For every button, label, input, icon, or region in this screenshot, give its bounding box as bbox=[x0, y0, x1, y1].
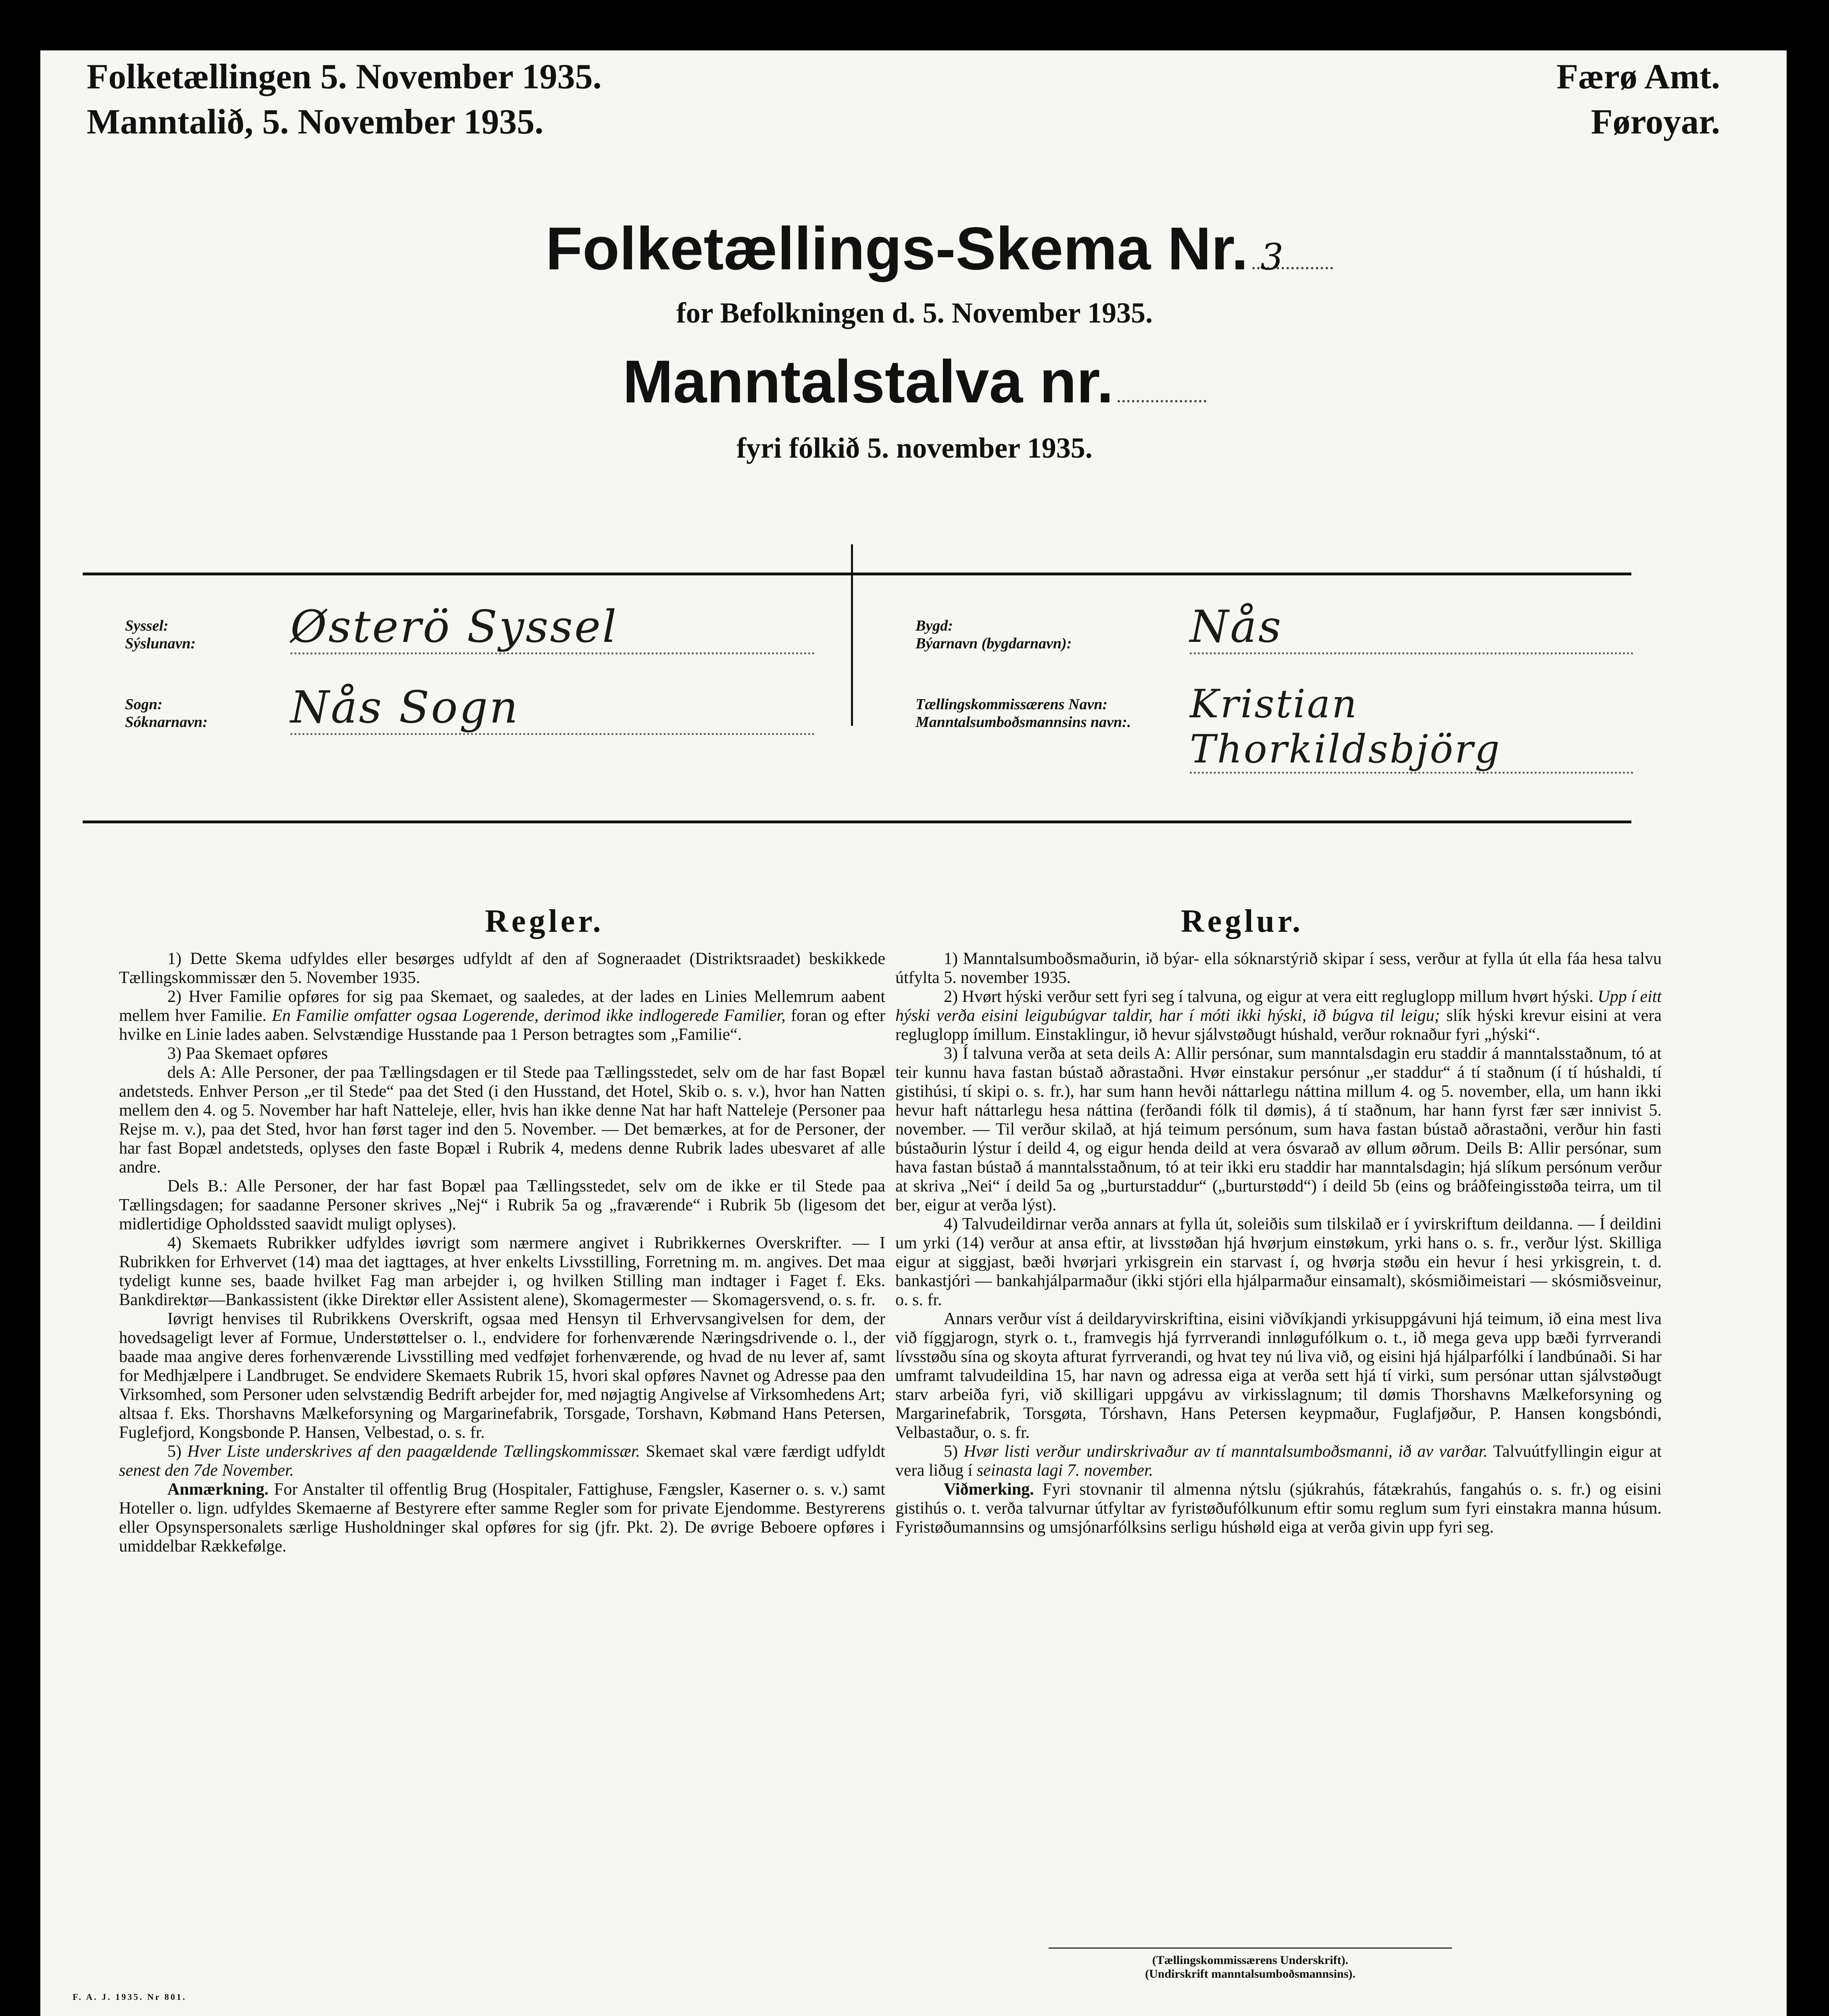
form-title-da bbox=[0, 214, 1829, 283]
syssel-label-fo: Sýslunavn: bbox=[125, 635, 196, 652]
rule-da-4: 4) Skemaets Rubrikker udfyldes iøvrigt som nærmere angivet i Rubrikkernes Overskrifter. — I Rubrikken for Erhvervet (14) maa det iagttages, at hver enkelts Livsstilling, Forretning m. m. angives. Det maa tydeligt kunne ses, baade hvilket Fag man arbejder i, og hvilken Stilling man indtager i Faget f. Eks. Bankdirektør—Bankassistent (ikke Direktør eller Assistent alene), Skomagermester — Skomagersvend, o. s. fr. bbox=[119, 1234, 885, 1309]
rule-fo-1: 1) Manntalsumboðsmaðurin, ið býar- ella sóknarstýrið skipar í sess, verður at fylla út ella fáa hesa talvu útfylta 5. november 1935. bbox=[895, 950, 1662, 987]
header-right bbox=[1556, 54, 1720, 145]
rule-fo-5 bbox=[895, 1442, 1662, 1480]
rule-fo-note-text: Fyri stovnanir til almenna nýtslu (sjúkrahús, fátækrahús, fangahús o. s. fr.) og eisini gistihús o. t. verða talvurnar útfyltar av fyristøðufólkunum eftir somu reglum sum fyri einstakra manna húsum. Fyristøðumannsins og umsjónarfólksins serligu húshøld eiga at verða givin upp fyri seg. bbox=[895, 1480, 1662, 1537]
syssel-label-da: Syssel: bbox=[125, 617, 169, 634]
header-amt: Færø Amt. bbox=[1556, 57, 1720, 96]
header-foroyar: Føroyar. bbox=[1591, 102, 1720, 142]
rule-fo-5d: seinasta lagi 7. november. bbox=[976, 1461, 1153, 1480]
rule-fo-5c: Talvuútfyllingin eigur at vera liðug í bbox=[895, 1442, 1662, 1480]
rule-da-note-label: Anmærkning. bbox=[167, 1480, 269, 1499]
header-left bbox=[87, 54, 602, 145]
header-census-da: Folketællingen 5. November 1935. bbox=[87, 57, 602, 96]
form-number-line-fo bbox=[1118, 400, 1206, 402]
signature-caption bbox=[1069, 1954, 1432, 1981]
rule-fo-4: 4) Talvudeildirnar verða annars at fylla út, soleiðis sum tilskilað er í yvirskriftum deildanna. — Í deildini um yrki (14) verður at ansa eftir, at livsstøðan hjá hvørjum einstøkum, yrki hans o. s. fr., verður lýst. Skilliga eigur at siggjast, bæði hvørjari yrkisgrein ein starvast í, og hvørja støðu ein hevur í hesi yrkisgrein, t. d. bankastjóri — bankahjálparmaður (ikki stjóri ella hjálparmaður einsamalt), skósmiðimeistari — skósmiðsveinur, o. s. fr. bbox=[895, 1215, 1662, 1309]
rules-column-da bbox=[119, 950, 885, 1556]
rule-fo-5a: 5) bbox=[944, 1442, 958, 1461]
bygd-label-fo: Býarnavn (bygdarnavn): bbox=[916, 635, 1072, 652]
signature-line bbox=[1049, 1947, 1452, 1949]
rule-top bbox=[83, 573, 1631, 575]
kommissaer-label-fo: Manntalsumboðsmannsins navn:. bbox=[916, 714, 1131, 731]
sogn-label bbox=[125, 696, 208, 731]
form-title-fo-text: Manntalstalva nr. bbox=[622, 348, 1114, 415]
rule-da-2 bbox=[119, 987, 885, 1044]
rule-bottom bbox=[83, 821, 1631, 823]
bygd-label bbox=[916, 617, 1072, 652]
rule-da-2c: foran og efter hvilke en Linie lades aaben. Selvstændige Husstande paa 1 Person betragtes som „Familie“. bbox=[119, 1006, 885, 1044]
rules-heading-da: Regler. bbox=[485, 904, 604, 939]
bygd-label-da: Bygd: bbox=[916, 617, 953, 634]
form-title-text: Folketællings-Skema Nr. bbox=[545, 215, 1248, 282]
syssel-label bbox=[125, 617, 196, 652]
rule-fo-5b: Hvør listi verður undirskrivaður av tí manntalsumboðsmanni, ið av varðar. bbox=[964, 1442, 1488, 1461]
sogn-label-da: Sogn: bbox=[125, 696, 163, 713]
form-title-fo bbox=[0, 347, 1829, 417]
sogn-value: Nås Sogn bbox=[290, 681, 815, 735]
rule-da-note bbox=[119, 1480, 885, 1556]
rule-fo-3: 3) Í talvuna verða at seta deils A: Allir persónar, sum manntalsdagin eru staddir á manntalsstaðnum, tó at teir kunnu hava fastan bústað aðrastaðni. Hvør einstakur persónur „er staddur“ á tí staðnum (í tí húshaldi, tí gistihúsi, tí skipi o. s. fr.), har sum hann hevði náttarlegu náttina millum 4. og 5. november, ella, um hann ikki hevur haft náttarlegu hesa náttina (ferðandi fólk til dømis), á tí staðnum, har hann fyrst fær sær innivist 5. november. — Til verður skilað, at hjá teimum persónum, sum hava fastan bústað aðrastaðni, verður hin fasti bústaðurin lýstur í deild 4, og eigur henda deild at vera ósvarað av øllum øðrum. Deils B: Allir persónar, sum hava fastan bústað á manntalsstaðnum, tó at teir ikki eru staddir har manntalsdagin; hjá slíkum persónum verður at skriva „Nei“ í deild 5a og „burturstaddur“ („burturstødd“) í deild 5b (eins og bráðfeingisstøða teirra, um til ber, eigur at verða lýst). bbox=[895, 1044, 1662, 1214]
rule-da-2b: En Familie omfatter ogsaa Logerende, derimod ikke indlogerede Familier, bbox=[272, 1006, 786, 1025]
header-census-fo: Manntalið, 5. November 1935. bbox=[87, 102, 544, 142]
rules-heading-fo: Reglur. bbox=[1180, 904, 1304, 939]
rule-fo-2b: Upp í eitt hýski verða eisini leigubúgvar taldir, har í móti ikki hýski, ið búgva til leigu; bbox=[895, 987, 1662, 1025]
signature-caption-fo: (Undirskrift manntalsumboðsmannsins). bbox=[1145, 1967, 1356, 1981]
rule-da-1: 1) Dette Skema udfyldes eller besørges udfyldt af den af Sogneraadet (Distriktsraadet) beskikkede Tællingskommissær den 5. November 1935. bbox=[119, 950, 885, 987]
rule-da-2a: 2) Hver Familie opføres for sig paa Skemaet, og saaledes, at der lades en Linies Mellemrum aabent mellem hver Familie. bbox=[119, 987, 885, 1025]
rules-column-fo bbox=[895, 950, 1662, 1537]
rule-fo-2a: 2) Hvørt hýski verður sett fyri seg í talvuna, og eigur at vera eitt regluglopp millum hvørt hýski. bbox=[944, 987, 1593, 1006]
rule-fo-4b: Annars verður víst á deildaryvirskriftina, eisini viðvíkjandi yrkisuppgávuni hjá teimum, ið eina mest liva við fíggjarogn, styrk o. t., framvegis hjá fyrrverandi innløgufólkum o. t., ið mega geva upp bæði fyrrverandi lívsstøðu sína og skoyta afturat fyrrverandi, og hvat tey nú liva við, og eisini hjá hjálparfólki í landbúnaði. Si har umframt talvudeildina 15, har navn og adressa eiga at verða sett hjá tí virki, sum persónar uttan sjálvstøðugt starv arbeiða fyri, við skilligari uppgávu av virkisslagnum; til dømis Thorshavns Mælkeforsyning og Margarinefabrik, Torsgøta, Tórshavn, Hans Petersen keypmaður, Fuglafjøður, P. Hansen kongsbóndi, Velbastaður, o. s. fr. bbox=[895, 1310, 1662, 1442]
kommissaer-value: Kristian Thorkildsbjörg bbox=[1190, 681, 1633, 774]
rule-da-5 bbox=[119, 1442, 885, 1480]
field-divider bbox=[851, 544, 853, 726]
rule-da-note-text: For Anstalter til offentlig Brug (Hospitaler, Fattighuse, Fængsler, Kaserner o. s. v.) samt Hoteller o. lign. udfyldes Skemaerne af Bestyrere efter samme Regler som for private Ejendomme. Bestyrerens eller Opsynspersonalets særlige Husholdninger skal opføres for sig (jfr. Pkt. 2). De øvrige Beboere opføres i umiddelbar Rækkefølge. bbox=[119, 1480, 886, 1556]
form-subtitle-da: for Befolkningen d. 5. November 1935. bbox=[676, 297, 1153, 329]
rule-da-5a: 5) bbox=[167, 1442, 181, 1461]
rule-da-3a: dels A: Alle Personer, der paa Tællingsdagen er til Stede paa Tællingsstedet, selv om de har fast Bopæl andetsteds. Enhver Person „er til Stede“ paa det Sted (i den Husstand, det Hotel, Skib o. s. v.), hvor han Natten mellem den 4. og 5. November har haft Natteleje, eller, hvis han ikke denne Nat har haft Natteleje (Personer paa Rejse m. v.), paa det Sted, hvor han først tager ind den 5. November. — Det bemærkes, at for de Personer, der har fast Bopæl andetsteds, oplyses den faste Bopæl i Rubrik 4, medens denne Rubrik lades ubesvaret af alle andre. bbox=[119, 1063, 885, 1177]
rule-fo-note-label: Viðmerking. bbox=[944, 1480, 1034, 1499]
rule-da-5d: senest den 7de November. bbox=[119, 1461, 294, 1480]
kommissaer-label-da: Tællingskommissærens Navn: bbox=[916, 696, 1108, 713]
syssel-value: Østerö Syssel bbox=[290, 601, 815, 654]
signature-caption-da: (Tællingskommissærens Underskrift). bbox=[1152, 1954, 1349, 1967]
sogn-label-fo: Sóknarnavn: bbox=[125, 714, 208, 731]
rule-da-5c: Skemaet skal være færdigt udfyldt bbox=[646, 1442, 886, 1461]
kommissaer-label bbox=[916, 696, 1131, 731]
rule-da-3: 3) Paa Skemaet opføres bbox=[167, 1044, 328, 1063]
rule-fo-note bbox=[895, 1480, 1662, 1537]
rule-da-4b: Iøvrigt henvises til Rubrikkens Overskrift, ogsaa med Hensyn til Erhvervsangivelsen for dem, der hovedsageligt lever af Formue, Understøttelser o. l., endvidere for forhenværende Næringsdrivende o. l., der baade maa angive deres forhenværende Livsstilling med vedføjet forhenværende, og hvad de nu lever af, samt for Medhjælpere i Landbruget. Se endvidere Skemaets Rubrik 15, hvori skal opføres Navnet og Adresse paa den Virksomhed, som Personer uden selvstændig Bedrift arbejder for, med nøjagtig Angivelse af Virksomhedens Art; altsaa f. Eks. Thorshavns Mælkeforsyning og Margarinefabrik, Torsgade, Torshavn, Købmand Hans Petersen, Fuglefjord, Kongsbonde P. Hansen, Velbestad, o. s. fr. bbox=[119, 1310, 885, 1442]
form-number-handwritten: 3 bbox=[1260, 236, 1284, 278]
rule-fo-2c: slík hýski krevur eisini at vera regluglopp ímillum. Einstaklingur, ið hevur sjálvstøðugt húshald, verður roknaður fyri „hýski“. bbox=[895, 1006, 1662, 1044]
bygd-value: Nås bbox=[1190, 601, 1633, 654]
rule-da-5b: Hver Liste underskrives af den paagældende Tællingskommissær. bbox=[187, 1442, 640, 1461]
form-subtitle-fo: fyri fólkið 5. november 1935. bbox=[736, 432, 1093, 464]
printer-mark: F. A. J. 1935. Nr 801. bbox=[73, 1992, 187, 2002]
rule-da-3b: Dels B.: Alle Personer, der har fast Bopæl paa Tællingsstedet, selv om de ikke er til Stede paa Tællingsdagen; for saadanne Personer skrives „Nej“ i Rubrik 5a og „fraværende“ i Rubrik 5b (ligesom det midlertidige Opholdssted saavidt muligt oplyses). bbox=[119, 1177, 885, 1233]
rule-fo-2 bbox=[895, 987, 1662, 1044]
